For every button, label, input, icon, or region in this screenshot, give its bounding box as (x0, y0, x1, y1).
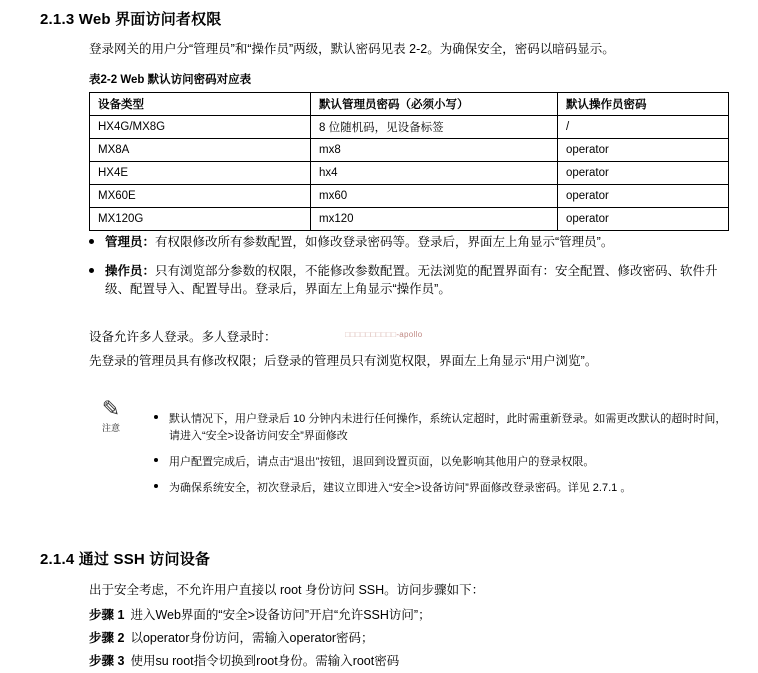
watermark-prefix: □□□□□□□□□□ (345, 330, 397, 339)
step-list (89, 604, 734, 673)
bullet-dot-icon (89, 262, 105, 298)
cell-operator-password: operator (558, 162, 729, 185)
note-icon-label: 注意 (101, 423, 120, 433)
table-caption: 表2-2 Web 默认访问密码对应表 (89, 74, 252, 86)
section-213-intro: 登录网关的用户分“管理员”和“操作员”两级，默认密码见表 2-2。为确保安全，密码以暗码显示。 (89, 42, 615, 56)
note-text: 用户配置完成后，请点击“退出”按钮，退回到设置页面，以免影响其他用户的登录权限。 (169, 456, 595, 468)
section-214-intro: 出于安全考虑，不允许用户直接以 root 身份访问 SSH。访问步骤如下： (89, 583, 485, 597)
warning-icon: ✎ (101, 396, 121, 421)
table-row (90, 116, 729, 139)
step-text: 以operator身份访问，需输入operator密码； (130, 631, 374, 645)
bullet-dot-icon (89, 233, 105, 252)
cell-operator-password: operator (558, 208, 729, 231)
cell-device-type: HX4E (90, 162, 311, 185)
list-item (154, 411, 734, 445)
cell-device-type: MX8A (90, 139, 311, 162)
role-bullet-list (89, 233, 734, 308)
note-text: 为确保系统安全，初次登录后，建议立即进入“安全>设备访问”界面修改登录密码。详见 2.7.1 。 (169, 482, 632, 494)
cell-operator-password: / (558, 116, 729, 139)
step-item (89, 604, 734, 627)
list-item (154, 480, 734, 497)
step-item (89, 650, 734, 673)
cell-admin-password: 8 位随机码，见设备标签 (311, 116, 558, 139)
table-row (90, 162, 729, 185)
cell-admin-password: mx120 (311, 208, 558, 231)
table-row (90, 185, 729, 208)
table-header-row (90, 93, 729, 116)
bullet-dot-icon (154, 480, 169, 497)
password-table (89, 92, 729, 231)
step-label: 步骤 3 (89, 654, 125, 668)
cell-admin-password: mx8 (311, 139, 558, 162)
step-item (89, 627, 734, 650)
cell-admin-password: hx4 (311, 162, 558, 185)
step-label: 步骤 1 (89, 608, 125, 622)
bullet-dot-icon (154, 454, 169, 471)
note-text: 默认情况下，用户登录后 10 分钟内未进行任何操作，系统认定超时，此时需重新登录。如需更改默认的超时时间，请进入“安全>设备访问安全”界面修改 (169, 413, 727, 442)
step-label: 步骤 2 (89, 631, 125, 645)
list-item (154, 454, 734, 471)
cell-device-type: MX120G (90, 208, 311, 231)
multiuser-line-2: 先登录的管理员具有修改权限；后登录的管理员只有浏览权限，界面左上角显示“用户浏览”。 (89, 354, 598, 368)
bullet-dot-icon (154, 411, 169, 445)
table-row (90, 139, 729, 162)
step-text: 进入Web界面的“安全>设备访问”开启“允许SSH访问”； (130, 608, 431, 622)
cell-device-type: HX4G/MX8G (90, 116, 311, 139)
note-list (154, 411, 734, 506)
cell-operator-password: operator (558, 185, 729, 208)
watermark-accent: -apollo (396, 330, 423, 339)
note-icon (88, 398, 134, 434)
bullet-text: 只有浏览部分参数的权限，不能修改参数配置。无法浏览的配置界面有：安全配置、修改密码、软件升级、配置导入、配置导出。登录后，界面左上角显示“操作员”。 (105, 264, 718, 296)
list-item (89, 262, 734, 298)
step-text: 使用su root指令切换到root身份。需输入root密码 (130, 654, 400, 668)
multiuser-line-1: 设备允许多人登录。多人登录时： (89, 330, 277, 344)
cell-admin-password: mx60 (311, 185, 558, 208)
bullet-term: 管理员： (105, 235, 156, 249)
table-row (90, 208, 729, 231)
bullet-term: 操作员： (105, 264, 156, 278)
cell-operator-password: operator (558, 139, 729, 162)
column-header-admin-password: 默认管理员密码（必须小写） (311, 93, 558, 116)
section-heading-213: 2.1.3 Web 界面访问者权限 (40, 11, 222, 28)
column-header-operator-password: 默认操作员密码 (558, 93, 729, 116)
section-heading-214: 2.1.4 通过 SSH 访问设备 (40, 551, 211, 568)
cell-device-type: MX60E (90, 185, 311, 208)
bullet-text: 有权限修改所有参数配置，如修改登录密码等。登录后，界面左上角显示“管理员”。 (155, 235, 614, 249)
column-header-device-type: 设备类型 (90, 93, 311, 116)
watermark (345, 330, 422, 339)
list-item (89, 233, 734, 252)
